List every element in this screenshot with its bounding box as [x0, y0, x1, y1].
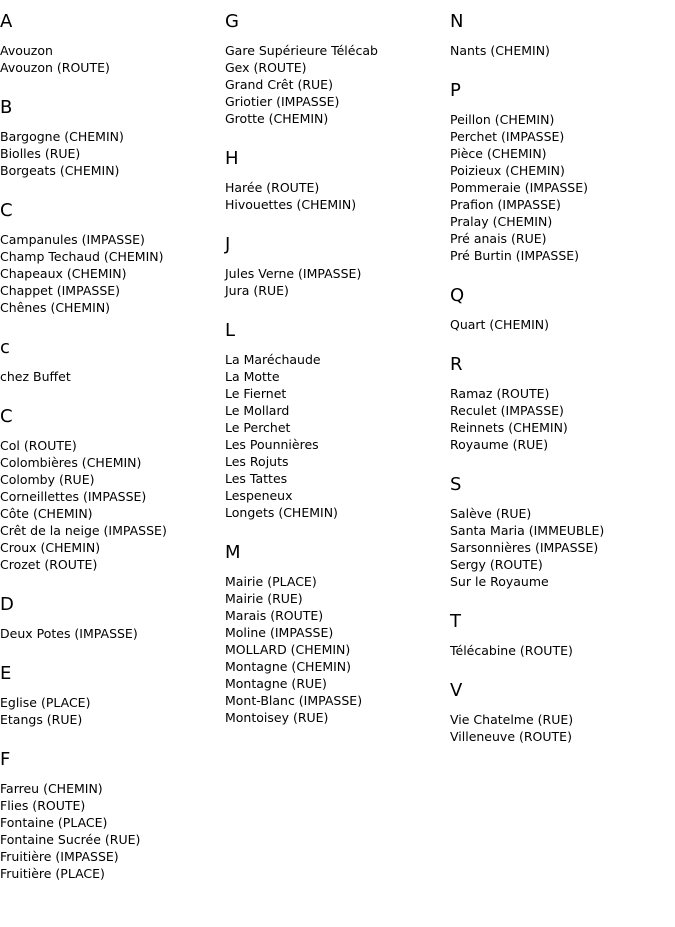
street-item-pommeraie-impasse: Pommeraie (IMPASSE) [450, 180, 589, 195]
street-item-vie-chatelme-rue: Vie Chatelme (RUE) [450, 712, 574, 727]
letter-heading: C [0, 200, 13, 221]
letter-heading: L [225, 320, 236, 341]
street-item-mont-blanc-impasse: Mont-Blanc (IMPASSE) [225, 693, 363, 708]
street-item-les-tattes: Les Tattes [225, 471, 288, 486]
letter-group [0, 750, 225, 882]
street-list [450, 642, 675, 659]
letter-group [450, 81, 675, 264]
letter-heading: E [0, 663, 12, 684]
street-item-montagne-rue: Montagne (RUE) [225, 676, 327, 691]
street-item-fruitiere-place: Fruitière (PLACE) [0, 866, 105, 881]
street-item-avouzon-route: Avouzon (ROUTE) [0, 60, 110, 75]
street-item-etangs-rue: Etangs (RUE) [0, 712, 83, 727]
street-item-fruitiere-impasse: Fruitière (IMPASSE) [0, 849, 119, 864]
street-item-reinnets-chemin: Reinnets (CHEMIN) [450, 420, 568, 435]
street-item-col-route: Col (ROUTE) [0, 438, 77, 453]
letter-group [225, 12, 450, 127]
letter-heading: V [450, 680, 463, 701]
letter-heading: N [450, 11, 464, 32]
letter-heading: Q [450, 285, 465, 306]
letter-heading: G [225, 11, 239, 32]
street-item-marais-route: Marais (ROUTE) [225, 608, 324, 623]
street-item-prafion-impasse: Prafion (IMPASSE) [450, 197, 561, 212]
letter-group [0, 407, 225, 573]
street-list [225, 351, 450, 521]
index-column-1 [0, 0, 225, 904]
street-item-santa-maria-immeuble: Santa Maria (IMMEUBLE) [450, 523, 605, 538]
letter-heading: C [0, 406, 13, 427]
street-item-telecabine-route: Télécabine (ROUTE) [450, 643, 573, 658]
letter-heading: A [0, 11, 13, 32]
letter-heading: J [225, 234, 231, 255]
street-item-peillon-chemin: Peillon (CHEMIN) [450, 112, 555, 127]
street-item-le-mollard: Le Mollard [225, 403, 290, 418]
letter-group [225, 321, 450, 521]
street-item-montoisey-rue: Montoisey (RUE) [225, 710, 329, 725]
street-item-griotier-impasse: Griotier (IMPASSE) [225, 94, 340, 109]
street-item-gex-route: Gex (ROUTE) [225, 60, 307, 75]
street-item-eglise-place: Eglise (PLACE) [0, 695, 91, 710]
street-list [450, 385, 675, 453]
letter-group [450, 12, 675, 59]
street-item-reculet-impasse: Reculet (IMPASSE) [450, 403, 564, 418]
letter-group [0, 201, 225, 316]
letter-heading: D [0, 594, 14, 615]
street-list [450, 711, 675, 745]
street-item-mairie-rue: Mairie (RUE) [225, 591, 303, 606]
letter-group [225, 543, 450, 726]
street-item-jura-rue: Jura (RUE) [225, 283, 289, 298]
street-item-corneillettes-impasse: Corneillettes (IMPASSE) [0, 489, 147, 504]
street-item-chenes-chemin: Chênes (CHEMIN) [0, 300, 111, 315]
index-column-3 [450, 0, 675, 767]
street-item-jules-verne-impasse: Jules Verne (IMPASSE) [225, 266, 362, 281]
street-item-biolles-rue: Biolles (RUE) [0, 146, 81, 161]
street-item-haree-route: Harée (ROUTE) [225, 180, 320, 195]
letter-heading: M [225, 542, 241, 563]
street-item-cote-chemin: Côte (CHEMIN) [0, 506, 93, 521]
street-item-longets-chemin: Longets (CHEMIN) [225, 505, 338, 520]
letter-group [0, 595, 225, 642]
index-column-2 [225, 0, 450, 748]
street-item-pre-anais-rue: Pré anais (RUE) [450, 231, 547, 246]
street-item-champ-techaud-chemin: Champ Techaud (CHEMIN) [0, 249, 164, 264]
street-list [225, 265, 450, 299]
street-item-avouzon: Avouzon [0, 43, 53, 58]
street-item-pre-burtin-impasse: Pré Burtin (IMPASSE) [450, 248, 580, 263]
street-list [0, 780, 225, 882]
letter-group [0, 338, 225, 385]
street-list [0, 625, 225, 642]
street-list [0, 128, 225, 179]
street-item-chapeaux-chemin: Chapeaux (CHEMIN) [0, 266, 127, 281]
street-item-deux-potes-impasse: Deux Potes (IMPASSE) [0, 626, 138, 641]
letter-heading: H [225, 148, 239, 169]
letter-heading: S [450, 474, 462, 495]
street-item-fontaine-place: Fontaine (PLACE) [0, 815, 108, 830]
letter-heading: P [450, 80, 461, 101]
street-item-perchet-impasse: Perchet (IMPASSE) [450, 129, 565, 144]
street-item-pralay-chemin: Pralay (CHEMIN) [450, 214, 553, 229]
street-item-la-marechaude: La Maréchaude [225, 352, 321, 367]
letter-heading: T [450, 611, 461, 632]
letter-group [450, 475, 675, 590]
street-list [0, 694, 225, 728]
letter-heading: c [0, 337, 10, 358]
street-item-sur-le-royaume: Sur le Royaume [450, 574, 549, 589]
street-item-ramaz-route: Ramaz (ROUTE) [450, 386, 550, 401]
letter-group [450, 355, 675, 453]
street-item-cret-de-la-neige-impasse: Crêt de la neige (IMPASSE) [0, 523, 167, 538]
letter-heading: B [0, 97, 13, 118]
street-item-les-rojuts: Les Rojuts [225, 454, 289, 469]
street-item-crozet-route: Crozet (ROUTE) [0, 557, 98, 572]
street-item-borgeats-chemin: Borgeats (CHEMIN) [0, 163, 120, 178]
letter-group [225, 235, 450, 299]
street-item-les-pounnieres: Les Pounnières [225, 437, 319, 452]
street-item-colombieres-chemin: Colombières (CHEMIN) [0, 455, 142, 470]
street-item-nants-chemin: Nants (CHEMIN) [450, 43, 550, 58]
street-list [225, 573, 450, 726]
street-item-campanules-impasse: Campanules (IMPASSE) [0, 232, 145, 247]
letter-group [450, 612, 675, 659]
letter-heading: R [450, 354, 463, 375]
street-list [225, 179, 450, 213]
street-list [450, 42, 675, 59]
street-item-royaume-rue: Royaume (RUE) [450, 437, 549, 452]
street-item-farreu-chemin: Farreu (CHEMIN) [0, 781, 103, 796]
letter-group [450, 681, 675, 745]
street-list [0, 368, 225, 385]
street-list [450, 316, 675, 333]
street-item-mollard-chemin: MOLLARD (CHEMIN) [225, 642, 351, 657]
letter-group [0, 98, 225, 179]
street-item-le-fiernet: Le Fiernet [225, 386, 287, 401]
street-item-chappet-impasse: Chappet (IMPASSE) [0, 283, 121, 298]
street-item-mairie-place: Mairie (PLACE) [225, 574, 317, 589]
street-item-grand-cret-rue: Grand Crêt (RUE) [225, 77, 333, 92]
street-item-piece-chemin: Pièce (CHEMIN) [450, 146, 547, 161]
street-item-quart-chemin: Quart (CHEMIN) [450, 317, 550, 332]
street-item-gare-superieure-telecab: Gare Supérieure Télécab [225, 43, 378, 58]
letter-group [225, 149, 450, 213]
street-item-croux-chemin: Croux (CHEMIN) [0, 540, 101, 555]
street-list [450, 505, 675, 590]
street-list [0, 437, 225, 573]
street-item-hivouettes-chemin: Hivouettes (CHEMIN) [225, 197, 357, 212]
street-list [0, 42, 225, 76]
street-item-villeneuve-route: Villeneuve (ROUTE) [450, 729, 572, 744]
street-item-colomby-rue: Colomby (RUE) [0, 472, 95, 487]
street-item-poizieux-chemin: Poizieux (CHEMIN) [450, 163, 565, 178]
street-list [225, 42, 450, 127]
street-item-chez-buffet: chez Buffet [0, 369, 71, 384]
street-item-lespeneux: Lespeneux [225, 488, 293, 503]
street-item-bargogne-chemin: Bargogne (CHEMIN) [0, 129, 124, 144]
letter-group [0, 12, 225, 76]
street-item-montagne-chemin: Montagne (CHEMIN) [225, 659, 352, 674]
street-item-moline-impasse: Moline (IMPASSE) [225, 625, 334, 640]
street-item-saleve-rue: Salève (RUE) [450, 506, 532, 521]
street-item-flies-route: Flies (ROUTE) [0, 798, 86, 813]
street-item-grotte-chemin: Grotte (CHEMIN) [225, 111, 329, 126]
street-list [0, 231, 225, 316]
street-list [450, 111, 675, 264]
street-item-sergy-route: Sergy (ROUTE) [450, 557, 543, 572]
letter-heading: F [0, 749, 11, 770]
letter-group [450, 286, 675, 333]
street-item-fontaine-sucree-rue: Fontaine Sucrée (RUE) [0, 832, 141, 847]
street-item-sarsonnieres-impasse: Sarsonnières (IMPASSE) [450, 540, 599, 555]
street-item-le-perchet: Le Perchet [225, 420, 291, 435]
letter-group [0, 664, 225, 728]
street-item-la-motte: La Motte [225, 369, 280, 384]
